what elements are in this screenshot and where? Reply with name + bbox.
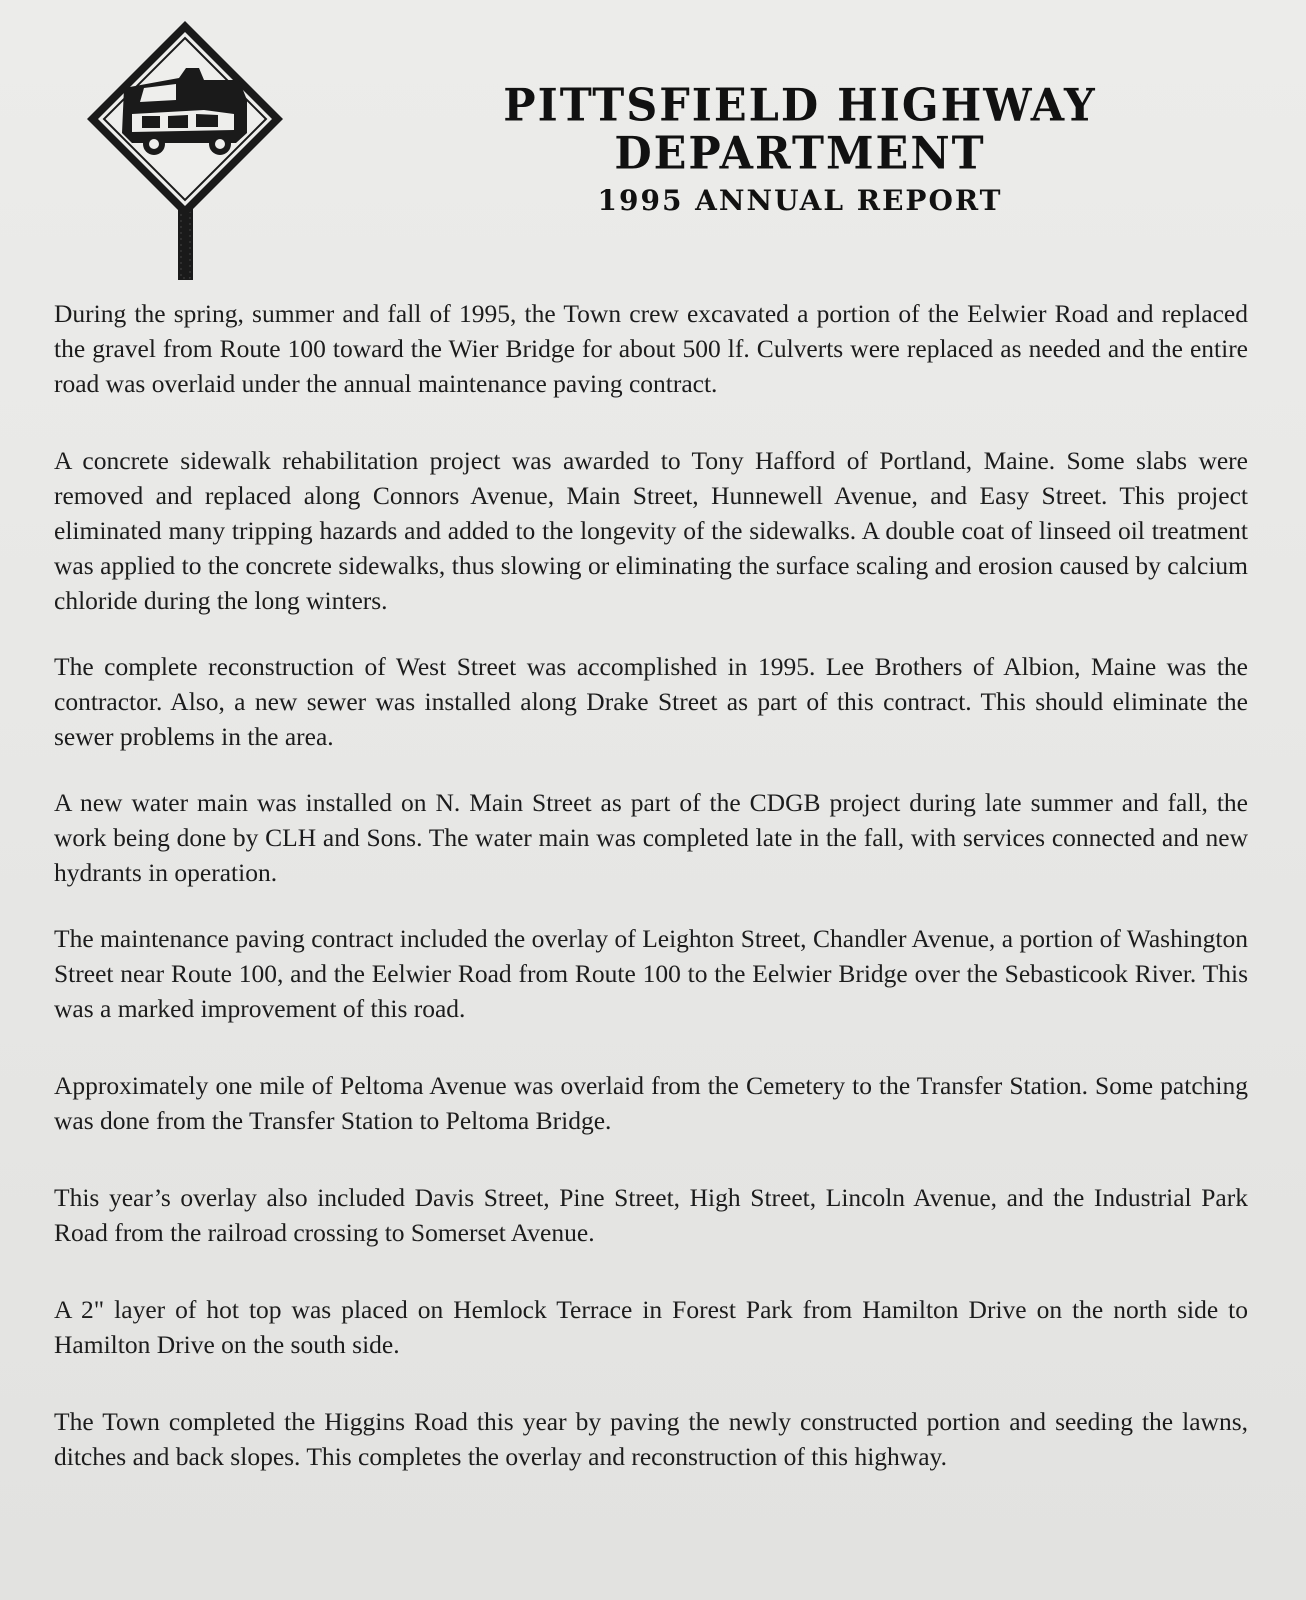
paragraph-higgins-road: The Town completed the Higgins Road this year by paving the newly constructed portion and seeding the lawns, ditches and back slopes. This completes the overlay and reconstruction of this highway.	[54, 1407, 1248, 1471]
paragraph-peltoma-avenue: Approximately one mile of Peltoma Avenue was overlaid from the Cemetery to the Transfer Station. Some patching was done from the Transfer Station to Peltoma Bridge.	[54, 1071, 1248, 1135]
paragraph-water-main: A new water main was installed on N. Main Street as part of the CDGB project during late summer and fall, the work being done by CLH and Sons. The water main was completed late in the fall, with services connected and new hydrants in operation.	[54, 788, 1248, 887]
paragraph-paving-contract: The maintenance paving contract included the overlay of Leighton Street, Chandler Avenue, a portion of Washington Street near Route 100, and the Eelwier Road from Route 100 to the Eelwier Bridge over the Sebasticook River. This was a marked improvement of this road.	[54, 924, 1248, 1023]
report-header	[460, 79, 1140, 218]
paragraph-eelwier-road: During the spring, summer and fall of 1995, the Town crew excavated a portion of the Eelwier Road and replaced the gravel from Route 100 toward the Wier Bridge for about 500 lf. Culverts were replaced as needed and the entire road was overlaid under the annual maintenance paving contract.	[54, 299, 1248, 398]
title-line-2: DEPARTMENT	[614, 127, 986, 181]
report-body	[54, 296, 1248, 1505]
paragraph-west-street: The complete reconstruction of West Street was accomplished in 1995. Lee Brothers of Albion, Maine was the contractor. Also, a new sewer was installed along Drake Street as part of this contract. This should eliminate the sewer problems in the area.	[54, 652, 1248, 751]
paragraph-sidewalk-rehab: A concrete sidewalk rehabilitation project was awarded to Tony Hafford of Portland, Maine. Some slabs were removed and replaced along Connors Avenue, Main Street, Hunnewell Avenue, and Easy Street. This project eliminated many tripping hazards and added to the longevity of the sidewalks. A double coat of linseed oil treatment was applied to the concrete sidewalks, thus slowing or eliminating the surface scaling and erosion caused by calcium chloride during the long winters.	[54, 446, 1248, 615]
paragraph-overlay-streets: This year’s overlay also included Davis Street, Pine Street, High Street, Lincoln Avenue, and the Industrial Park Road from the railroad crossing to Somerset Avenue.	[54, 1183, 1248, 1247]
road-sign-truck-icon	[84, 18, 294, 283]
title-line-1: PITTSFIELD HIGHWAY	[503, 79, 1097, 133]
paragraph-hemlock-terrace: A 2" layer of hot top was placed on Hemlock Terrace in Forest Park from Hamilton Drive on the north side to Hamilton Drive on the south side.	[54, 1295, 1248, 1359]
report-subtitle: 1995 ANNUAL REPORT	[597, 184, 1003, 217]
